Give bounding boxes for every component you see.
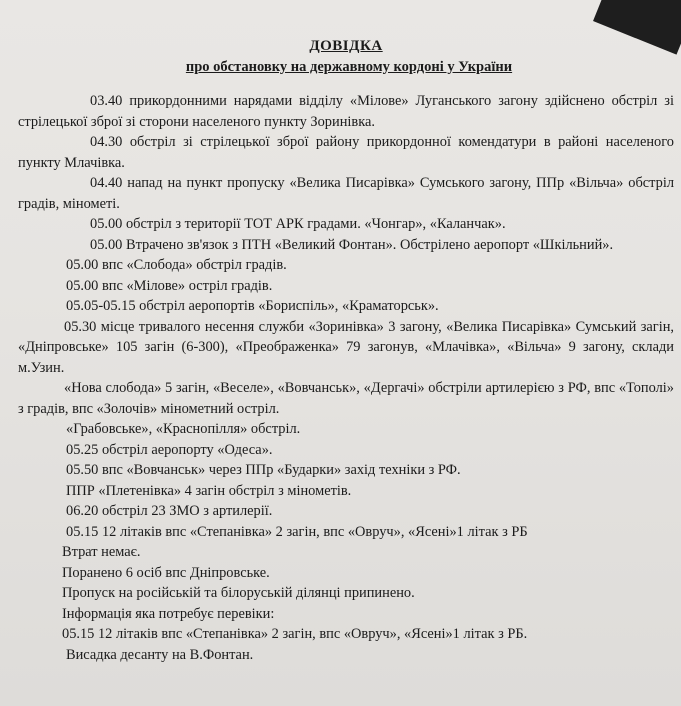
entry-0620: 06.20 обстріл 23 ЗМО з артилерії. [66, 503, 273, 519]
entry-grabovske: «Грабовське», «Краснопілля» обстріл. [66, 421, 301, 437]
entry-0500-tot-ark: 05.00 обстріл з території ТОТ АРК градами. «Чонгар», «Каланчак». [90, 216, 506, 232]
entry-0440: 04.40 напад на пункт пропуску «Велика Писарівка» Сумського загону, ППр «Вільча» обстріл градів, мінометі. [18, 175, 674, 212]
entry-0525-odesa: 05.25 обстріл аеропорту «Одеса». [66, 441, 273, 458]
entry-0340: 03.40 прикордонними нарядами відділу «Мілове» Луганського загону здійснено обстріл зі стрілецької зброї зі сторони населеного пункту Зоринівка. [18, 93, 674, 130]
document-subtitle: про обстановку на державному кордоні у України [185, 58, 513, 75]
entry-0500-sloboda: 05.00 впс «Слобода» обстріл градів. [66, 257, 287, 273]
entry-0515-planes: 05.15 12 літаків впс «Степанівка» 2 загін, впс «Овруч», «Ясені»1 літак з РБ [66, 523, 528, 540]
entry-no-losses: Втрат немає. [62, 544, 141, 560]
document-body [14, 36, 674, 665]
entry-0500-milove: 05.00 впс «Мілове» остріл градів. [66, 277, 273, 294]
entry-nova-sloboda: «Нова слобода» 5 загін, «Веселе», «Вовчанськ», «Дергачі» обстріли артилерією з РФ, впс «Тополі» з градів, впс «Золочів» мінометний остріл. [18, 380, 674, 417]
document-title: ДОВІДКА [309, 38, 383, 54]
entry-crossing-stopped: Пропуск на російській та білоруській ділянці припинено. [62, 585, 415, 601]
entry-pletenivka: ППР «Плетенівка» 4 загін обстріл з мінометів. [66, 482, 352, 499]
entry-0515-planes-repeat: 05.15 12 літаків впс «Степанівка» 2 загін, впс «Овруч», «Ясені»1 літак з РБ. [62, 626, 528, 642]
entry-0505-airports: 05.05-05.15 обстріл аеропортів «Бориспіль», «Краматорськ». [66, 298, 439, 314]
entry-needs-verification: Інформація яка потребує перевіки: [62, 605, 275, 622]
entry-wounded: Поранено 6 осіб впс Дніпровське. [62, 564, 270, 581]
entry-landing: Висадка десанту на В.Фонтан. [66, 646, 254, 663]
entry-0500-ptn: 05.00 Втрачено зв'язок з ПТН «Великий Фонтан». Обстрілено аеропорт «Шкільний». [90, 236, 614, 253]
entry-0430: 04.30 обстріл зі стрілецької зброї району прикордонної комендатури в районі населеного пункту Млачівка. [18, 134, 674, 171]
entry-0550-vovchansk: 05.50 впс «Вовчанськ» через ППр «Бударки» захід техніки з РФ. [66, 462, 461, 478]
entry-0530: 05.30 місце тривалого несення служби «Зоринівка» 3 загону, «Велика Писарівка» Сумський загін, «Дніпровське» 105 загін (6-300), «Преображенка» 79 загонув, «Млачівка», «Вільча» 9 загону, склади м.Узин. [18, 318, 674, 376]
